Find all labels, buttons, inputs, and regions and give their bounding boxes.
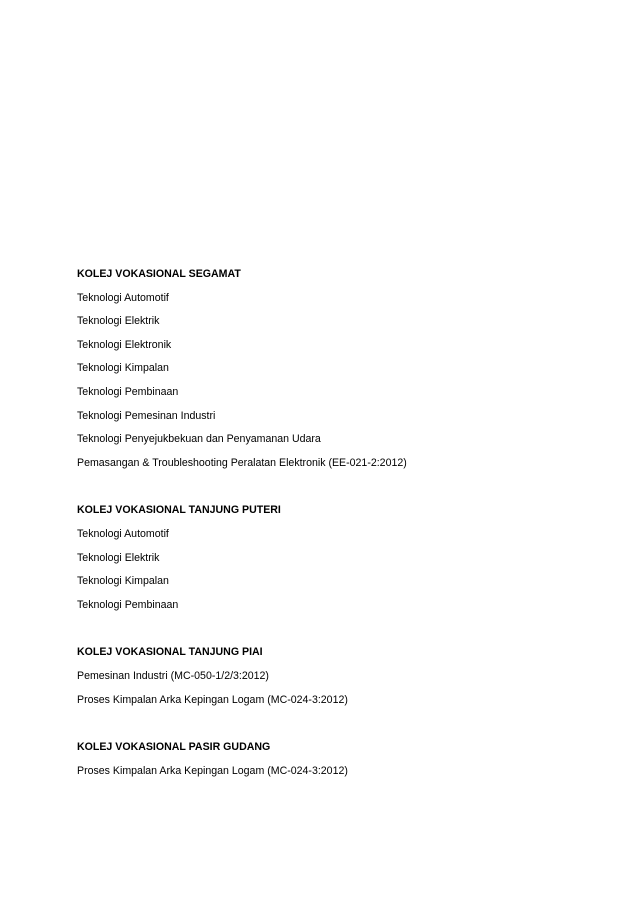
section-heading: KOLEJ VOKASIONAL TANJUNG PUTERI: [77, 504, 281, 517]
list-item: Teknologi Automotif: [77, 291, 169, 304]
section-heading: KOLEJ VOKASIONAL TANJUNG PIAI: [77, 646, 263, 659]
section-heading: KOLEJ VOKASIONAL PASIR GUDANG: [77, 741, 271, 754]
list-item: Teknologi Penyejukbekuan dan Penyamanan Udara: [77, 433, 321, 446]
list-item: Proses Kimpalan Arka Kepingan Logam (MC-024-3:2012): [77, 693, 348, 706]
list-item: Teknologi Elektrik: [77, 315, 160, 328]
list-item: Teknologi Pembinaan: [77, 385, 179, 398]
list-item: Teknologi Elektrik: [77, 551, 160, 564]
section-kv-tanjung-piai: [77, 641, 597, 712]
list-item: Teknologi Elektronik: [77, 338, 172, 351]
list-item: Teknologi Pemesinan Industri: [77, 409, 216, 422]
list-item: Pemasangan & Troubleshooting Peralatan Elektronik (EE-021-2:2012): [77, 456, 407, 469]
section-kv-tanjung-puteri: [77, 499, 597, 617]
list-item: Teknologi Pembinaan: [77, 598, 179, 611]
list-item: Teknologi Kimpalan: [77, 575, 169, 588]
list-item: Proses Kimpalan Arka Kepingan Logam (MC-024-3:2012): [77, 764, 348, 777]
document-body: [77, 263, 597, 807]
list-item: Pemesinan Industri (MC-050-1/2/3:2012): [77, 669, 269, 682]
list-item: Teknologi Kimpalan: [77, 362, 169, 375]
section-kv-segamat: [77, 263, 597, 475]
section-kv-pasir-gudang: [77, 736, 597, 783]
section-heading: KOLEJ VOKASIONAL SEGAMAT: [77, 268, 241, 280]
list-item: Teknologi Automotif: [77, 527, 169, 540]
